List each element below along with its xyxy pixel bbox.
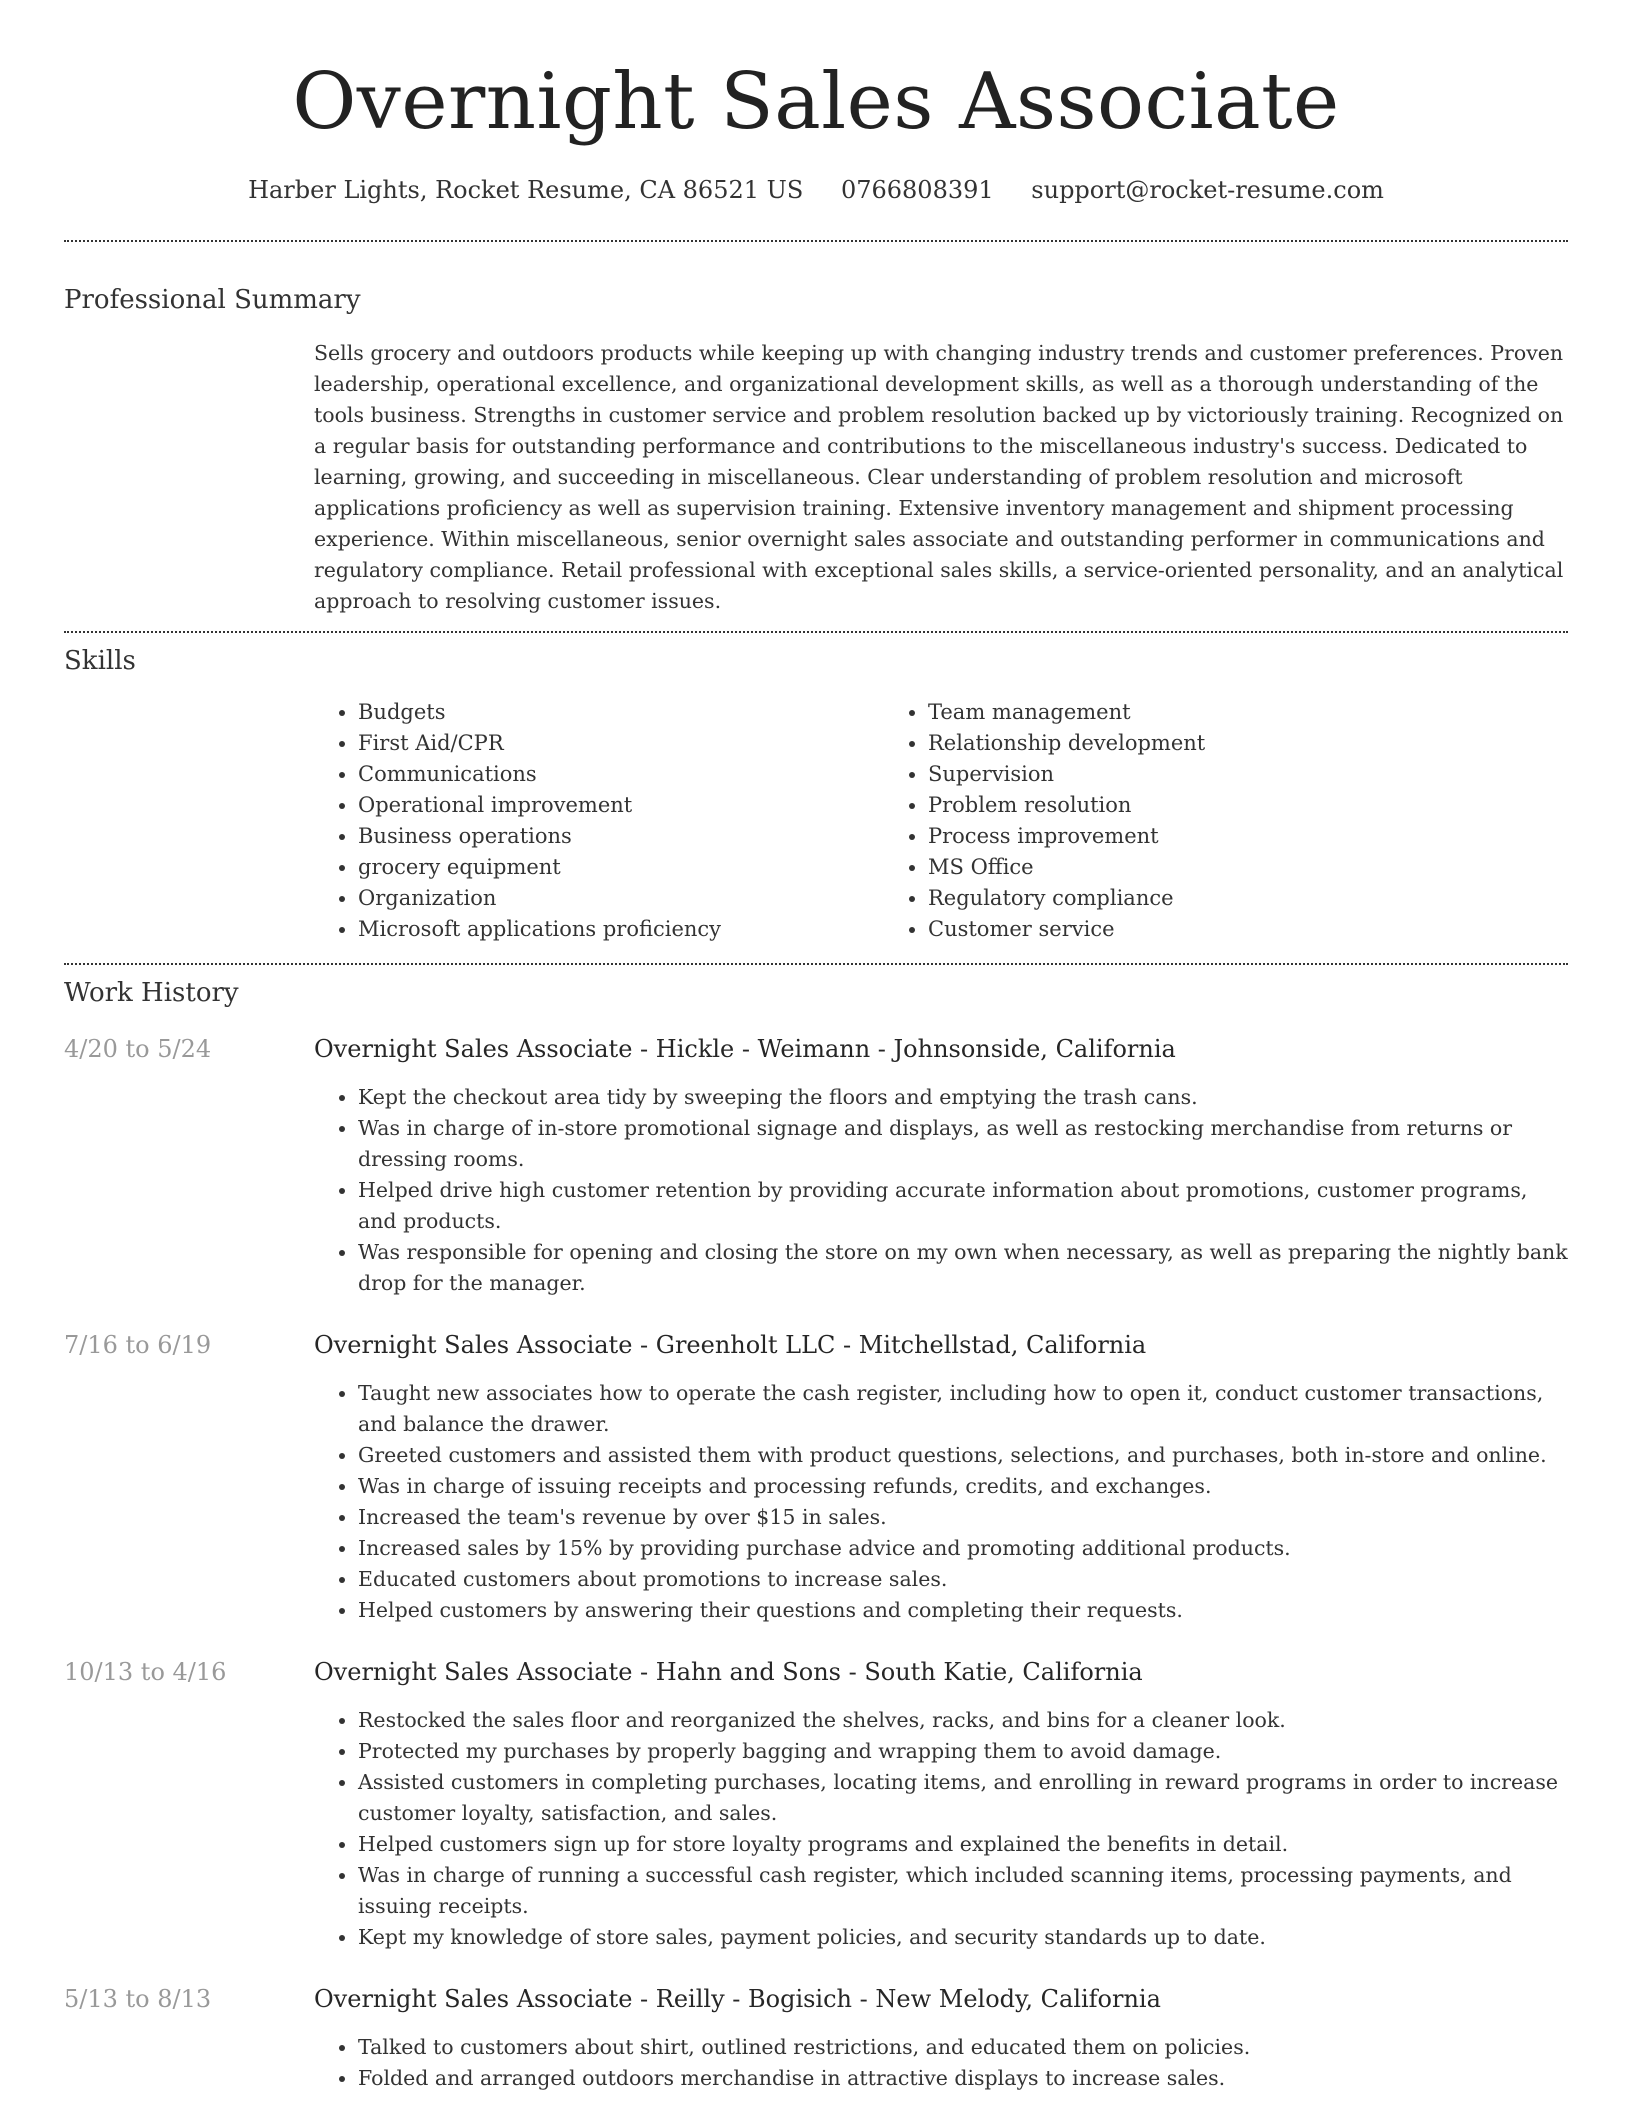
skill-item: • grocery equipment bbox=[358, 852, 884, 883]
job-heading: Overnight Sales Associate - Hahn and Sons - South Katie, California bbox=[314, 1658, 1143, 1686]
job-bullet: • Increased the team's revenue by over $15 in sales. bbox=[358, 1502, 1568, 1533]
section-divider bbox=[64, 963, 1568, 965]
job-bullet: • Assisted customers in completing purchases, locating items, and enrolling in reward programs in order to increase customer loyalty, satisfaction, and sales. bbox=[358, 1767, 1568, 1829]
skill-item: • Operational improvement bbox=[358, 790, 884, 821]
skill-item: • Relationship development bbox=[928, 728, 1454, 759]
job-bullet: • Talked to customers about shirt, outlined restrictions, and educated them on policies. bbox=[358, 2032, 1568, 2063]
skill-item: • Communications bbox=[358, 759, 884, 790]
job-bullet: • Helped drive high customer retention by providing accurate information about promotions, customer programs, and products. bbox=[358, 1175, 1568, 1237]
skills-left-list bbox=[314, 697, 884, 945]
job-bullets bbox=[314, 1378, 1568, 1626]
job-entry bbox=[64, 1656, 1568, 1953]
job-body bbox=[314, 1329, 1568, 1626]
section-divider bbox=[64, 240, 1568, 242]
job-bullet: • Kept my knowledge of store sales, payment policies, and security standards up to date. bbox=[358, 1922, 1568, 1953]
job-bullet: • Helped customers sign up for store loyalty programs and explained the benefits in detail. bbox=[358, 1829, 1568, 1860]
job-heading: Overnight Sales Associate - Reilly - Bogisich - New Melody, California bbox=[314, 1985, 1161, 2013]
job-dates: 4/20 to 5/24 bbox=[64, 1035, 212, 1063]
skill-item: • Team management bbox=[928, 697, 1454, 728]
job-bullet: • Increased sales by 15% by providing purchase advice and promoting additional products. bbox=[358, 1533, 1568, 1564]
job-bullets bbox=[314, 2032, 1568, 2094]
job-body bbox=[314, 1983, 1568, 2094]
skill-item: • Supervision bbox=[928, 759, 1454, 790]
job-bullet: • Educated customers about promotions to increase sales. bbox=[358, 1564, 1568, 1595]
job-entry bbox=[64, 1329, 1568, 1626]
skill-item: • Process improvement bbox=[928, 821, 1454, 852]
job-bullet: • Was in charge of in-store promotional signage and displays, as well as restocking merchandise from returns or dressing rooms. bbox=[358, 1113, 1568, 1175]
job-bullets bbox=[314, 1705, 1568, 1953]
job-body bbox=[314, 1033, 1568, 1299]
skills-right-list bbox=[884, 697, 1454, 945]
job-heading: Overnight Sales Associate - Hickle - Weimann - Johnsonside, California bbox=[314, 1035, 1176, 1063]
job-dates: 10/13 to 4/16 bbox=[64, 1658, 227, 1686]
job-bullet: • Helped customers by answering their questions and completing their requests. bbox=[358, 1595, 1568, 1626]
skill-item: • Microsoft applications proficiency bbox=[358, 914, 884, 945]
job-bullet: • Was in charge of running a successful cash register, which included scanning items, processing payments, and issuing receipts. bbox=[358, 1860, 1568, 1922]
skill-item: • First Aid/CPR bbox=[358, 728, 884, 759]
summary-text: Sells grocery and outdoors products while keeping up with changing industry trends and customer preferences. Proven leadership, operational excellence, and organizational development skills, as well as a thorough understanding of the tools business. Strengths in customer service and problem resolution backed up by victoriously training. Recognized on a regular basis for outstanding performance and contributions to the miscellaneous industry's success. Dedicated to learning, growing, and succeeding in miscellaneous. Clear understanding of problem resolution and microsoft applications proficiency as well as supervision training. Extensive inventory management and shipment processing experience. Within miscellaneous, senior overnight sales associate and outstanding performer in communications and regulatory compliance. Retail professional with exceptional sales skills, a service-oriented personality, and an analytical approach to resolving customer issues. bbox=[314, 341, 1564, 613]
summary-heading: Professional Summary bbox=[64, 285, 361, 315]
job-bullet: • Taught new associates how to operate the cash register, including how to open it, conduct customer transactions, and balance the drawer. bbox=[358, 1378, 1568, 1440]
job-body bbox=[314, 1656, 1568, 1953]
job-entry bbox=[64, 1983, 1568, 2094]
skill-item: • Customer service bbox=[928, 914, 1454, 945]
skill-item: • Budgets bbox=[358, 697, 884, 728]
job-bullet: • Restocked the sales floor and reorganized the shelves, racks, and bins for a cleaner look. bbox=[358, 1705, 1568, 1736]
job-dates: 5/13 to 8/13 bbox=[64, 1985, 212, 2013]
skills-heading: Skills bbox=[64, 646, 136, 676]
skill-item: • MS Office bbox=[928, 852, 1454, 883]
job-bullet: • Was responsible for opening and closing the store on my own when necessary, as well as preparing the nightly bank drop for the manager. bbox=[358, 1237, 1568, 1299]
contact-address: Harber Lights, Rocket Resume, CA 86521 US bbox=[248, 176, 804, 204]
job-bullet: • Folded and arranged outdoors merchandise in attractive displays to increase sales. bbox=[358, 2063, 1568, 2094]
skills-columns bbox=[314, 697, 1568, 945]
job-bullet: • Was in charge of issuing receipts and processing refunds, credits, and exchanges. bbox=[358, 1471, 1568, 1502]
skill-item: • Organization bbox=[358, 883, 884, 914]
job-bullet: • Greeted customers and assisted them with product questions, selections, and purchases, both in-store and online. bbox=[358, 1440, 1568, 1471]
skill-item: • Regulatory compliance bbox=[928, 883, 1454, 914]
contact-email: support@rocket-resume.com bbox=[1031, 176, 1384, 204]
job-dates: 7/16 to 6/19 bbox=[64, 1331, 212, 1359]
contact-phone: 0766808391 bbox=[840, 176, 994, 204]
contact-line bbox=[64, 174, 1568, 206]
job-entry bbox=[64, 1033, 1568, 1299]
resume-name: Overnight Sales Associate bbox=[292, 57, 1340, 147]
work-history-heading: Work History bbox=[64, 978, 239, 1008]
job-bullet: • Kept the checkout area tidy by sweeping the floors and emptying the trash cans. bbox=[358, 1082, 1568, 1113]
skill-item: • Problem resolution bbox=[928, 790, 1454, 821]
section-divider bbox=[64, 631, 1568, 633]
job-heading: Overnight Sales Associate - Greenholt LLC - Mitchellstad, California bbox=[314, 1331, 1147, 1359]
skill-item: • Business operations bbox=[358, 821, 884, 852]
job-bullets bbox=[314, 1082, 1568, 1299]
job-bullet: • Protected my purchases by properly bagging and wrapping them to avoid damage. bbox=[358, 1736, 1568, 1767]
